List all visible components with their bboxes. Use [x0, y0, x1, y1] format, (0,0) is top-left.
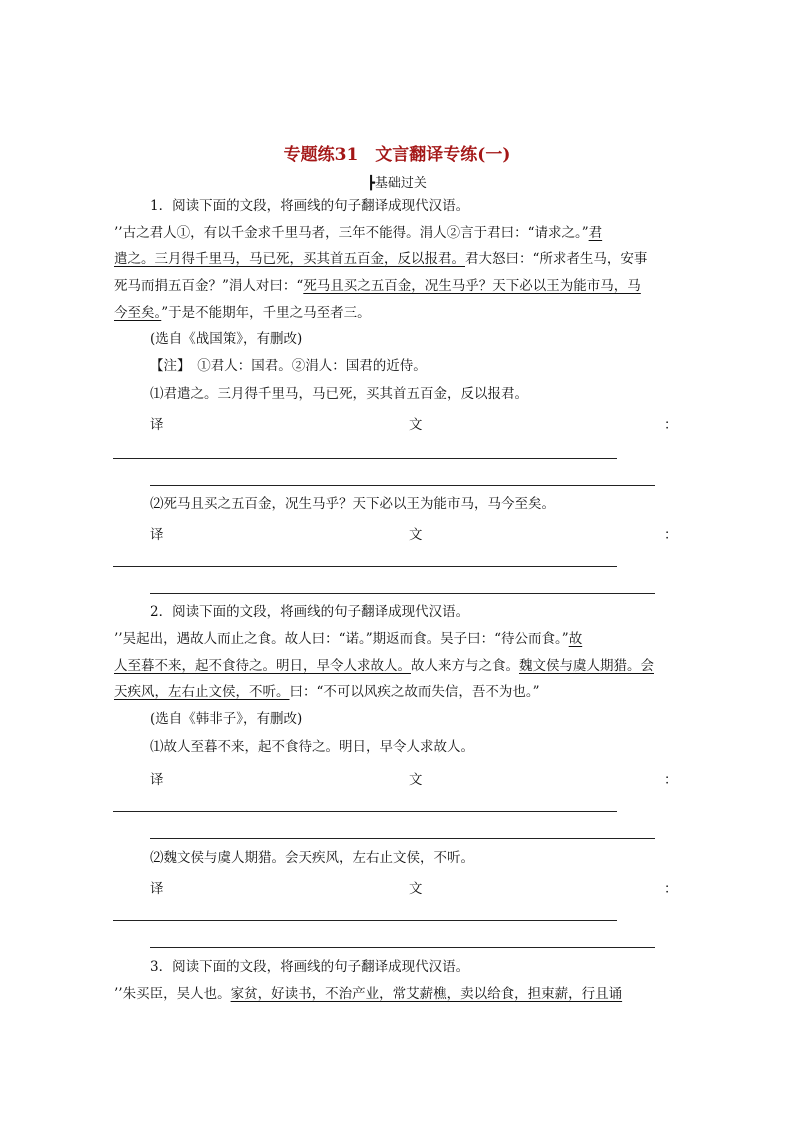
q2-passage-text: 故人来方与之食。 — [411, 658, 519, 674]
q1-sub2-sentence: ⑵死马且买之五百金，况生马乎？天下必以王为能市马，马今至矣。 — [150, 496, 555, 512]
q1-passage-text: 死马而捐五百金？”涓人对曰：“ — [114, 278, 304, 294]
q1-underlined-sentence: 死马且买之五百金，况生马乎？天下必以王为能市马，马 — [303, 278, 641, 294]
answer-line[interactable] — [150, 947, 655, 948]
answer-line[interactable] — [113, 920, 617, 921]
q1-underlined-sentence: 今至矣。 — [114, 305, 162, 321]
q1-underlined-sentence: 君 — [588, 225, 603, 241]
answer-line[interactable] — [150, 838, 655, 839]
q2-underlined-sentence: 人至暮不来，起不食待之。明日，早令人求故人。 — [114, 658, 411, 674]
translation-label: ： — [664, 881, 678, 897]
q2-passage-text: ’’吴起出，遇故人而止之食。故人曰：“诺。”期返而食。吴子曰：“待公而食。” — [114, 631, 569, 647]
q1-sub1-sentence: ⑴君遣之。三月得千里马，马已死，买其首五百金，反以报君。 — [150, 386, 528, 402]
q2-instruction: 2．阅读下面的文段，将画线的句子翻译成现代汉语。 — [150, 604, 470, 620]
q3-underlined-sentence: 家贫，好读书，不治产业，常艾薪樵，卖以给食，担束薪，行且诵 — [230, 986, 623, 1002]
q1-passage-text: ’’古之君人①，有以千金求千里马者，三年不能得。涓人②言于君曰：“请求之。” — [114, 225, 589, 241]
q2-underlined-sentence: 故 — [568, 631, 583, 647]
translation-label: 文 — [409, 417, 423, 433]
q1-passage-text: 君大怒曰：“所求者生马，安事 — [465, 251, 648, 267]
answer-line[interactable] — [113, 811, 617, 812]
q3-passage-line-1 — [114, 985, 622, 1003]
translation-label: ： — [664, 772, 678, 788]
q1-passage-line-3 — [114, 277, 641, 295]
q1-passage-text: ”于是不能期年，千里之马至者三。 — [161, 305, 371, 321]
q2-underlined-sentence: 天疾风，左右止文侯，不听。 — [114, 684, 290, 700]
translation-label: 文 — [409, 772, 423, 788]
section-subtitle: ┣基础过关 — [367, 176, 427, 191]
translation-label: 译 — [150, 881, 164, 897]
q1-note: 【注】 ①君人：国君。②涓人：国君的近侍。 — [150, 358, 427, 374]
q2-underlined-sentence: 魏文侯与虞人期猎。会 — [519, 658, 654, 674]
q2-passage-text: 曰：“不可以风疾之故而失信，吾不为也。” — [289, 684, 540, 700]
translation-label: 文 — [409, 881, 423, 897]
q1-instruction: 1．阅读下面的文段，将画线的句子翻译成现代汉语。 — [150, 198, 470, 214]
q2-sub1-sentence: ⑴故人至暮不来，起不食待之。明日，早令人求故人。 — [150, 739, 474, 755]
q2-source: (选自《韩非子》，有删改) — [150, 711, 303, 727]
q3-instruction: 3．阅读下面的文段，将画线的句子翻译成现代汉语。 — [150, 959, 470, 975]
q1-passage-line-1 — [114, 224, 602, 242]
q2-passage-line-1 — [114, 630, 582, 648]
translation-label: 译 — [150, 417, 164, 433]
translation-label: ： — [664, 527, 678, 543]
q1-underlined-sentence: 遣之。三月得千里马，马已死，买其首五百金，反以报君。 — [114, 251, 465, 267]
q2-sub2-sentence: ⑵魏文侯与虞人期猎。会天疾风，左右止文侯，不听。 — [150, 850, 474, 866]
q1-passage-line-4 — [114, 304, 371, 322]
q2-passage-line-2 — [114, 657, 654, 675]
answer-line[interactable] — [150, 593, 655, 594]
answer-line[interactable] — [113, 458, 617, 459]
q3-passage-text: ’’朱买臣，吴人也。 — [114, 986, 231, 1002]
page-title: 专题练31 文言翻译专练(一) — [283, 145, 511, 165]
translation-label: ： — [664, 417, 678, 433]
answer-line[interactable] — [113, 566, 617, 567]
translation-label: 译 — [150, 772, 164, 788]
translation-label: 译 — [150, 527, 164, 543]
answer-line[interactable] — [150, 485, 655, 486]
q1-passage-line-2 — [114, 250, 647, 268]
q2-passage-line-3 — [114, 683, 540, 701]
q1-source: (选自《战国策》，有删改) — [150, 331, 303, 347]
translation-label: 文 — [409, 527, 423, 543]
